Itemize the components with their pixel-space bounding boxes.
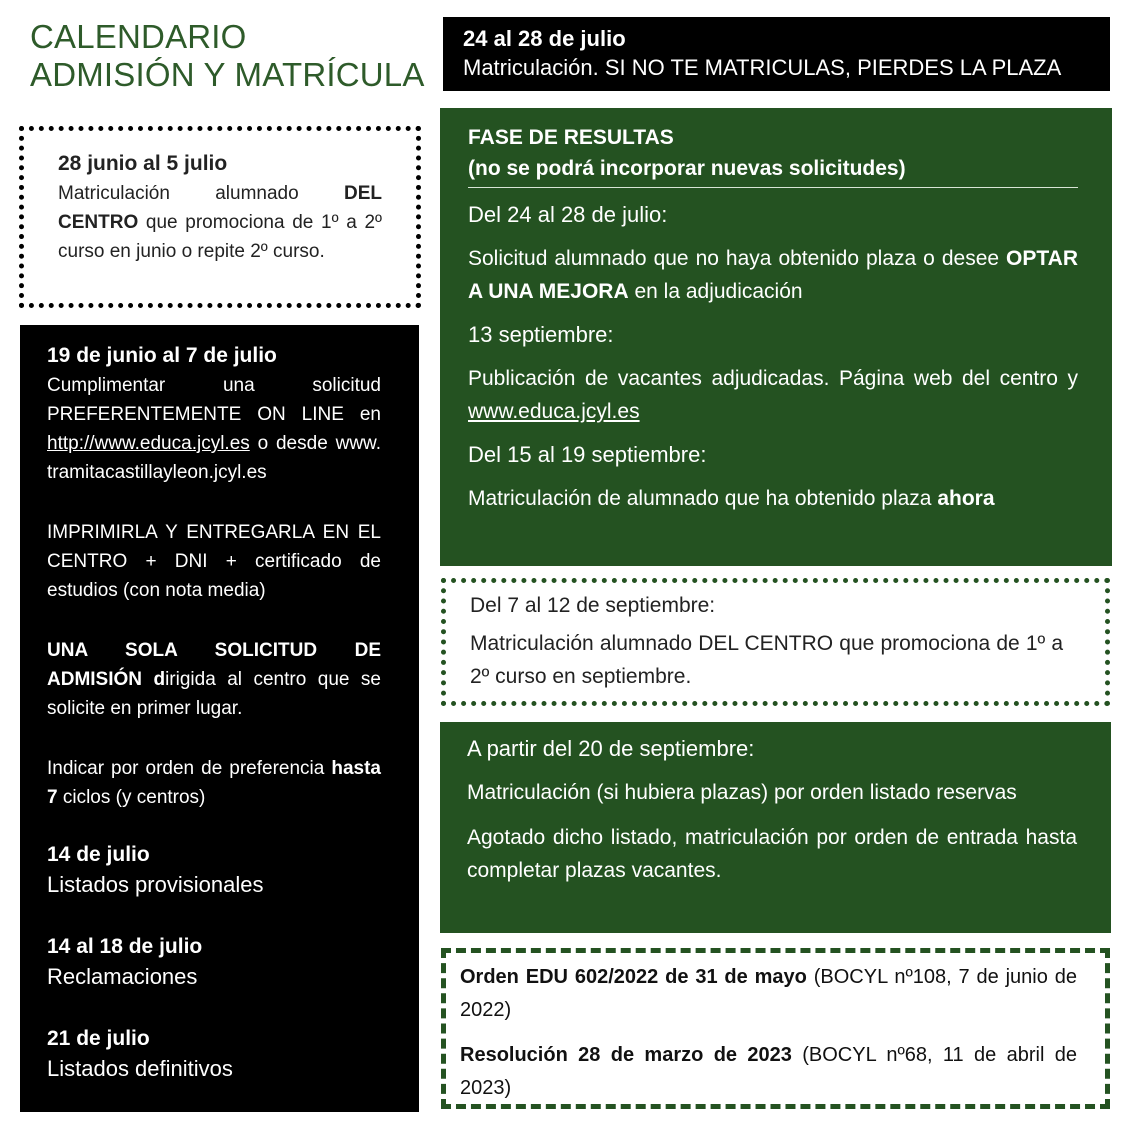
june-promotion-text-b: que promociona de 1º a 2º curso en junio o repite 2º curso. <box>58 212 382 262</box>
results-heading: FASE DE RESULTAS <box>468 126 674 149</box>
results-s3-bold: ahora <box>937 487 995 510</box>
enrollment-deadline-box <box>443 17 1110 91</box>
application-print-instructions: IMPRIMIRLA Y ENTREGARLA EN EL CENTRO + DNI + certificado de estudios (con nota media) <box>47 522 381 601</box>
provisional-lists-text: Listados provisionales <box>47 872 264 897</box>
claims-date: 14 al 18 de julio <box>47 935 203 958</box>
results-s2-date: 13 septiembre <box>468 322 608 347</box>
results-s3-colon: : <box>700 442 707 467</box>
results-s2-colon: : <box>607 322 614 347</box>
single-application-text: irigida al centro que se solicite en primer lugar. <box>47 669 381 719</box>
single-application-bold: UNA SOLA SOLICITUD DE ADMISIÓN d <box>47 640 381 690</box>
june-promotion-text-a: Matriculación alumnado <box>58 183 344 204</box>
vacancies-fill-text: Agotado dicho listado, matriculación por orden de entrada hasta completar plazas vacantes. <box>467 826 1077 882</box>
results-s1-date: Del 24 al 28 de julio <box>468 202 662 227</box>
results-s2-text: Publicación de vacantes adjudicadas. Página web del centro y <box>468 367 1078 390</box>
legal-references-box <box>441 948 1110 1109</box>
vacancies-link[interactable]: www.educa.jcyl.es <box>468 400 640 423</box>
application-box <box>20 325 419 1112</box>
enrollment-deadline-text: Matriculación. <box>463 55 605 80</box>
page-title <box>30 18 430 94</box>
final-lists-date: 21 de julio <box>47 1027 150 1050</box>
september-promotion-bold: DEL CENTRO <box>698 632 834 655</box>
from-september-20-colon: : <box>748 736 755 761</box>
september-promotion-text-b: que promociona de 1º a 2º curso en septiembre. <box>470 632 1063 688</box>
june-promotion-box <box>19 126 421 308</box>
final-lists-text: Listados definitivos <box>47 1056 233 1081</box>
june-promotion-date: 28 junio al 5 julio <box>58 152 228 175</box>
educa-link[interactable]: http://www.educa.jcyl.es <box>47 433 250 454</box>
from-september-20-date: A partir del 20 de septiembre <box>467 736 749 761</box>
results-s3-text: Matriculación de alumnado que ha obtenido plaza <box>468 487 938 510</box>
results-s1-text-a: Solicitud alumnado que no haya obtenido plaza o desee <box>468 247 1007 270</box>
preference-bold: hasta 7 <box>47 758 381 808</box>
claims-text: Reclamaciones <box>47 964 198 989</box>
application-p1-text-a: Cumplimentar una solicitud PREFERENTEMENTE ON LINE en <box>47 375 381 425</box>
reserve-list-text: Matriculación (si hubiera plazas) por orden listado reservas <box>467 781 1017 804</box>
preference-text-a: Indicar por orden de preferencia <box>47 758 332 779</box>
preference-text-b: ciclos (y centros) <box>57 787 206 808</box>
results-s3-date: Del 15 al 19 septiembre <box>468 442 701 467</box>
september-promotion-box <box>441 578 1110 706</box>
application-p1-text-b: o desde www. tramitacastillayleon.jcyl.es <box>47 433 381 483</box>
results-s1-bold: OPTAR A UNA MEJORA <box>468 247 1078 303</box>
title-line-1: CALENDARIO <box>30 18 247 55</box>
results-subheading: (no se podrá incorporar nuevas solicitudes) <box>468 157 906 180</box>
legal-order-bold: Orden EDU 602/2022 de 31 de mayo <box>460 966 807 988</box>
results-s1-text-b: en la adjudicación <box>628 280 803 303</box>
results-phase-box <box>440 108 1112 566</box>
from-september-20-box <box>440 722 1111 933</box>
june-promotion-bold: DEL CENTRO <box>58 183 382 233</box>
title-line-2: ADMISIÓN Y MATRÍCULA <box>30 56 425 93</box>
enrollment-deadline-date: 24 al 28 de julio <box>463 26 626 51</box>
enrollment-deadline-warning: SI NO TE MATRICULAS, PIERDES LA PLAZA <box>604 55 1062 80</box>
september-promotion-date: Del 7 al 12 de septiembre: <box>470 594 716 617</box>
legal-resolution-bold: Resolución 28 de marzo de 2023 <box>460 1044 792 1066</box>
application-date: 19 de junio al 7 de julio <box>47 344 277 367</box>
legal-order-text: (BOCYL nº108, 7 de junio de 2022) <box>460 966 1077 1021</box>
september-promotion-text-a: Matriculación alumnado <box>470 632 699 655</box>
legal-resolution-text: (BOCYL nº68, 11 de abril de 2023) <box>460 1044 1078 1099</box>
provisional-lists-date: 14 de julio <box>47 843 150 866</box>
results-s1-colon: : <box>661 202 668 227</box>
